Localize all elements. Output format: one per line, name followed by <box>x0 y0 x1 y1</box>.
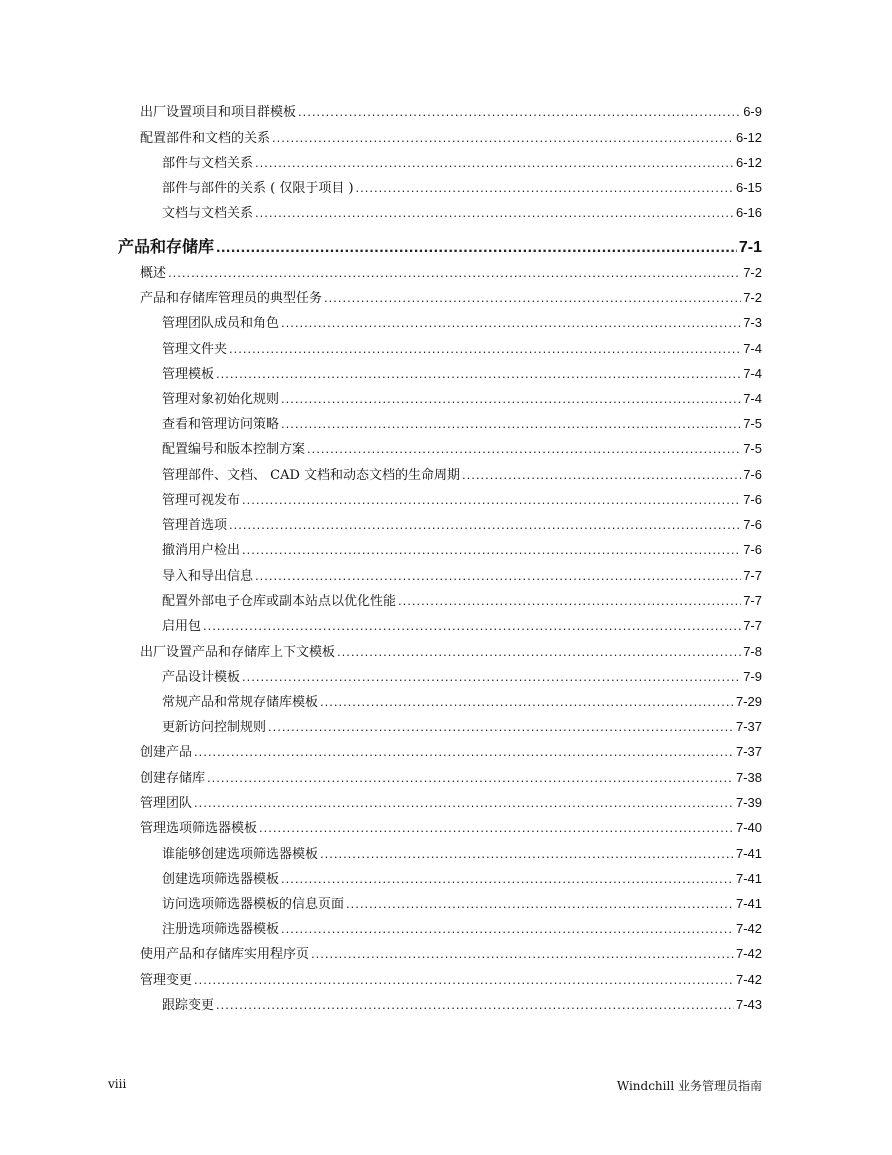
toc-entry-page: 7-7 <box>743 593 762 608</box>
dot-leader <box>268 719 734 734</box>
dot-leader <box>168 265 741 280</box>
toc-entry[interactable] <box>140 741 762 760</box>
toc-entry-title: 产品和存储库管理员的典型任务 <box>140 291 323 306</box>
toc-entry-title: 导入和导出信息 <box>162 569 254 584</box>
dot-leader <box>216 239 737 257</box>
toc-entry[interactable] <box>162 539 762 558</box>
toc-entry[interactable] <box>162 691 762 710</box>
page-number-footer: viii <box>108 1077 127 1091</box>
toc-entry[interactable] <box>162 489 762 508</box>
toc-entry[interactable] <box>162 615 762 634</box>
dot-leader <box>298 104 741 119</box>
toc-entry-title: 文档与文档关系 <box>162 206 254 221</box>
dot-leader <box>281 871 734 886</box>
toc-entry[interactable] <box>162 716 762 735</box>
toc-entry[interactable] <box>140 969 762 988</box>
toc-entry[interactable] <box>162 438 762 457</box>
toc-entry[interactable] <box>162 994 762 1013</box>
dot-leader <box>216 366 741 381</box>
toc-entry-page: 7-4 <box>743 341 762 356</box>
toc-entry-page: 7-1 <box>738 239 762 256</box>
toc-entry[interactable] <box>140 943 762 962</box>
toc-entry-title: 管理模板 <box>162 367 215 382</box>
toc-entry-page: 7-37 <box>735 719 762 734</box>
dot-leader <box>255 568 741 583</box>
dot-leader <box>307 441 741 456</box>
toc-entry-title: 部件与部件的关系 ( 仅限于项目 ) <box>162 181 354 196</box>
toc-entry-page: 6-12 <box>735 130 762 145</box>
toc-entry[interactable] <box>162 338 762 357</box>
dot-leader <box>337 644 741 659</box>
dot-leader <box>320 846 734 861</box>
toc-entry-page: 6-9 <box>743 104 762 119</box>
dot-leader <box>462 467 741 482</box>
toc-entry-page: 6-16 <box>735 205 762 220</box>
toc-entry-page: 7-7 <box>743 618 762 633</box>
toc-entry[interactable] <box>162 843 762 862</box>
toc-entry[interactable] <box>140 641 762 660</box>
toc-entry[interactable] <box>162 413 762 432</box>
dot-leader <box>281 391 741 406</box>
toc-entry-title: 配置编号和版本控制方案 <box>162 442 306 457</box>
dot-leader <box>242 669 741 684</box>
toc-entry[interactable] <box>162 893 762 912</box>
toc-entry[interactable] <box>162 388 762 407</box>
dot-leader <box>255 205 734 220</box>
toc-entry-title: 管理部件、文档、 CAD 文档和动态文档的生命周期 <box>162 468 461 483</box>
toc-entry[interactable] <box>162 202 762 221</box>
toc-entry-page: 6-12 <box>735 155 762 170</box>
toc-entry-page: 7-41 <box>735 871 762 886</box>
toc-entry-page: 7-9 <box>743 669 762 684</box>
toc-entry-title: 更新访问控制规则 <box>162 720 267 735</box>
dot-leader <box>194 972 734 987</box>
toc-entry[interactable] <box>140 767 762 786</box>
toc-entry-title: 使用产品和存储库实用程序页 <box>140 947 310 962</box>
toc-entry[interactable] <box>140 817 762 836</box>
toc-entry-title: 常规产品和常规存储库模板 <box>162 695 319 710</box>
toc-entry-page: 7-3 <box>743 315 762 330</box>
toc-entry-title: 创建选项筛选器模板 <box>162 872 280 887</box>
toc-entry-title: 管理变更 <box>140 973 193 988</box>
dot-leader <box>216 997 734 1012</box>
toc-entry-title: 出厂设置项目和项目群模板 <box>140 105 297 120</box>
toc-entry[interactable] <box>162 177 762 196</box>
toc-entry[interactable] <box>162 666 762 685</box>
dot-leader <box>242 542 741 557</box>
toc-entry-page: 7-2 <box>743 265 762 280</box>
dot-leader <box>311 946 734 961</box>
toc-entry[interactable] <box>140 792 762 811</box>
toc-entry-title: 配置部件和文档的关系 <box>140 131 271 146</box>
toc-entry[interactable] <box>162 464 762 483</box>
toc-entry-page: 7-38 <box>735 770 762 785</box>
toc-entry-page: 7-40 <box>735 820 762 835</box>
toc-entry-page: 7-4 <box>743 366 762 381</box>
toc-entry[interactable] <box>162 363 762 382</box>
toc-entry-title: 创建产品 <box>140 745 193 760</box>
toc-entry[interactable] <box>162 312 762 331</box>
toc-entry-page: 7-8 <box>743 644 762 659</box>
toc-entry-page: 7-6 <box>743 492 762 507</box>
dot-leader <box>255 155 734 170</box>
toc-entry-title: 管理团队成员和角色 <box>162 316 280 331</box>
toc-entry-page: 7-41 <box>735 846 762 861</box>
toc-entry-page: 7-2 <box>743 290 762 305</box>
toc-entry-page: 7-5 <box>743 416 762 431</box>
toc-entry-page: 7-39 <box>735 795 762 810</box>
toc-entry-title: 配置外部电子仓库或副本站点以优化性能 <box>162 594 397 609</box>
toc-entry-page: 7-6 <box>743 517 762 532</box>
dot-leader <box>281 416 741 431</box>
toc-entry-title: 跟踪变更 <box>162 998 215 1013</box>
toc-entry[interactable] <box>140 262 762 281</box>
dot-leader <box>242 492 741 507</box>
dot-leader <box>259 820 734 835</box>
dot-leader <box>324 290 741 305</box>
toc-entry-page: 7-37 <box>735 744 762 759</box>
dot-leader <box>194 744 734 759</box>
toc-entry-title: 管理对象初始化规则 <box>162 392 280 407</box>
toc-entry-title: 管理首选项 <box>162 518 228 533</box>
toc-entry-title: 查看和管理访问策略 <box>162 417 280 432</box>
toc-entry-title: 产品和存储库 <box>118 237 215 256</box>
toc-entry-title: 撤消用户检出 <box>162 543 241 558</box>
dot-leader <box>207 770 734 785</box>
toc-entry-title: 产品设计模板 <box>162 670 241 685</box>
toc-entry[interactable] <box>162 152 762 171</box>
toc-entry-page: 7-7 <box>743 568 762 583</box>
toc-entry[interactable] <box>140 101 762 120</box>
toc-entry-title: 创建存储库 <box>140 771 206 786</box>
dot-leader <box>281 315 741 330</box>
dot-leader <box>346 896 734 911</box>
toc-entry-page: 7-42 <box>735 921 762 936</box>
dot-leader <box>281 921 734 936</box>
toc-entry[interactable] <box>162 590 762 609</box>
toc-entry-page: 7-43 <box>735 997 762 1012</box>
toc-entry-title: 访问选项筛选器模板的信息页面 <box>162 897 345 912</box>
toc-entry[interactable] <box>162 868 762 887</box>
dot-leader <box>229 517 741 532</box>
toc-entry-title: 注册选项筛选器模板 <box>162 922 280 937</box>
toc-entry-page: 7-5 <box>743 441 762 456</box>
toc-entry-page: 7-29 <box>735 694 762 709</box>
toc-entry-title: 部件与文档关系 <box>162 156 254 171</box>
dot-leader <box>356 180 734 195</box>
dot-leader <box>194 795 734 810</box>
toc-entry-page: 6-15 <box>735 180 762 195</box>
toc-entry[interactable] <box>140 287 762 306</box>
toc-entry-page: 7-6 <box>743 542 762 557</box>
toc-entry-page: 7-42 <box>735 946 762 961</box>
dot-leader <box>398 593 741 608</box>
toc-entry-title: 管理团队 <box>140 796 193 811</box>
toc-entry-title: 出厂设置产品和存储库上下文模板 <box>140 645 336 660</box>
toc-entry-title: 管理可视发布 <box>162 493 241 508</box>
toc-entry-title: 概述 <box>140 266 167 281</box>
toc-entry[interactable] <box>162 565 762 584</box>
toc-entry[interactable] <box>140 127 762 146</box>
toc-entry-page: 7-4 <box>743 391 762 406</box>
toc-entry-page: 7-42 <box>735 972 762 987</box>
toc-entry-page: 7-41 <box>735 896 762 911</box>
toc-entry-title: 管理文件夹 <box>162 342 228 357</box>
toc-entry-page: 7-6 <box>743 467 762 482</box>
toc-entry[interactable] <box>162 918 762 937</box>
toc-entry[interactable] <box>162 514 762 533</box>
toc-entry-title: 启用包 <box>162 619 202 634</box>
dot-leader <box>203 618 741 633</box>
dot-leader <box>320 694 734 709</box>
toc-entry-title: 管理选项筛选器模板 <box>140 821 258 836</box>
dot-leader <box>272 130 734 145</box>
dot-leader <box>229 341 741 356</box>
toc-entry-title: 谁能够创建选项筛选器模板 <box>162 847 319 862</box>
toc-chapter-entry[interactable] <box>118 234 762 257</box>
book-title-footer: Windchill 业务管理员指南 <box>616 1079 762 1093</box>
